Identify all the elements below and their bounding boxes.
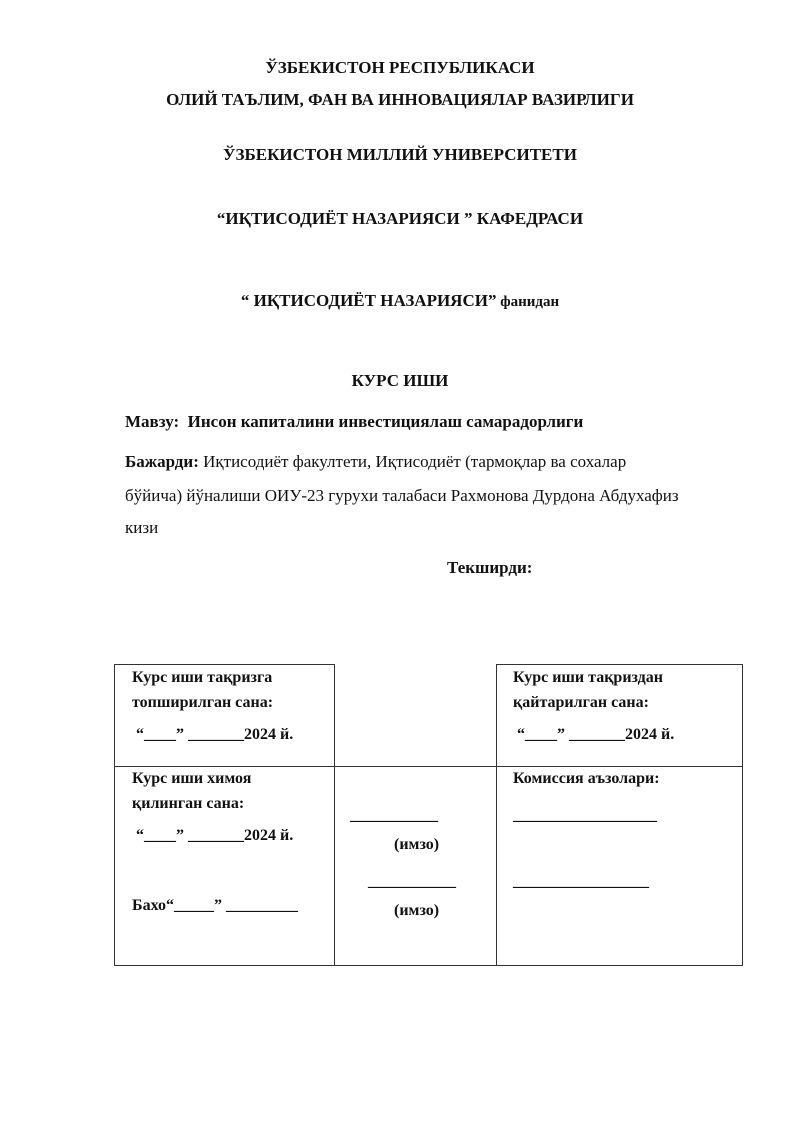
topic-label: Мавзу: <box>125 412 180 431</box>
signature-line-2: ___________ <box>368 873 456 890</box>
table-col1-border <box>334 664 335 966</box>
table-right-border <box>742 664 743 966</box>
performer-text-1: Иқтисодиёт факултети, Иқтисодиёт (тармоқлар ва сохалар <box>198 452 627 471</box>
department-name: “ИҚТИСОДИЁТ НАЗАРИЯСИ ” КАФЕДРАСИ <box>216 209 584 228</box>
commission-line-1: __________________ <box>513 807 657 824</box>
performer-line-1 <box>125 452 626 472</box>
subject-suffix: фанидан <box>496 294 560 310</box>
performer-label: Бажарди: <box>125 452 199 471</box>
returned-label-2: қайтарилган сана: <box>513 694 649 711</box>
defended-date: “____” _______2024 й. <box>136 827 294 844</box>
submitted-label-1: Курс иши тақризга <box>132 669 273 686</box>
topic-value: Инсон капиталини инвестициялаш самарадорлиги <box>187 412 584 431</box>
returned-label-1: Курс иши тақриздан <box>513 669 663 686</box>
ministry-line-2: ОЛИЙ ТАЪЛИМ, ФАН ВА ИННОВАЦИЯЛАР ВАЗИРЛИГИ <box>166 90 634 109</box>
subject-line <box>0 291 800 311</box>
commission-label: Комиссия аъзолари: <box>513 770 660 787</box>
university-name: ЎЗБЕКИСТОН МИЛЛИЙ УНИВЕРСИТЕТИ <box>223 145 577 164</box>
defended-label-2: қилинган сана: <box>132 795 245 812</box>
subject-name: “ ИҚТИСОДИЁТ НАЗАРИЯСИ” <box>240 291 497 310</box>
table-col2-border <box>496 664 497 966</box>
signature-label-2: (имзо) <box>394 902 440 919</box>
checked-label: Текширди: <box>447 558 533 577</box>
submitted-label-2: топширилган сана: <box>132 694 274 711</box>
performer-text-3: кизи <box>125 518 159 537</box>
table-bottom-border <box>114 965 743 966</box>
defended-label-1: Курс иши химоя <box>132 770 252 787</box>
returned-date: “____” _______2024 й. <box>517 726 675 743</box>
signature-label-1: (имзо) <box>394 836 440 853</box>
submitted-date: “____” _______2024 й. <box>136 726 294 743</box>
review-table <box>114 664 743 966</box>
topic-line <box>125 412 583 432</box>
table-left-border <box>114 664 115 966</box>
performer-text-2: бўйича) йўналиши ОИУ-23 гурухи талабаси Рахмонова Дурдона Абдухафиз <box>125 486 679 505</box>
signature-line-1: ___________ <box>350 807 438 824</box>
ministry-line-1: ЎЗБЕКИСТОН РЕСПУБЛИКАСИ <box>265 58 535 77</box>
commission-line-2: _________________ <box>513 873 649 890</box>
document-type: КУРС ИШИ <box>351 371 449 390</box>
grade-field: Бахо“_____” _________ <box>132 897 298 914</box>
